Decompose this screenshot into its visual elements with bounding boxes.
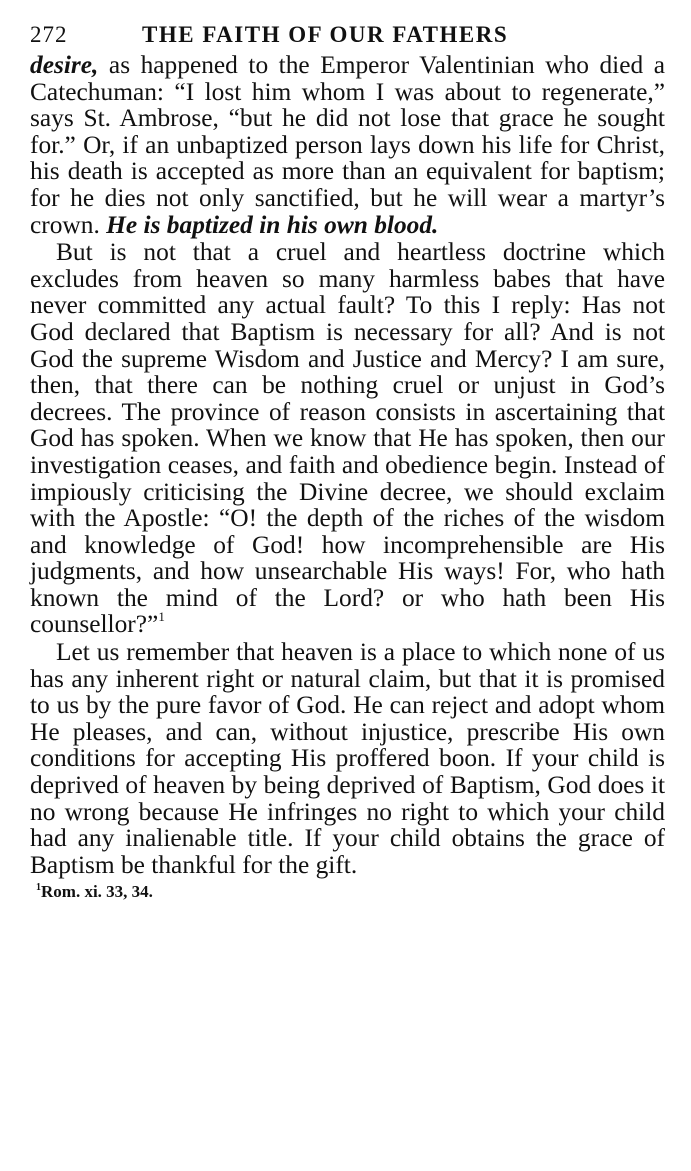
paragraph-3 bbox=[30, 639, 665, 878]
text-segment: as happened to the Emperor Valentinian who died a Catechuman: “I lost him whom I was about to regenerate,” says St. Ambrose, “but he did not lose that grace he sought for.” Or, if an unbaptized person lays down his life for Christ, his death is accepted as more than an equivalent for baptism; for he dies not only sanctified, but he will wear a martyr’s crown. bbox=[30, 51, 665, 239]
paragraph-1 bbox=[30, 52, 665, 238]
text-segment: He is baptized in his own blood. bbox=[106, 210, 439, 239]
footnote-text: Rom. xi. 33, 34. bbox=[41, 882, 153, 902]
footnote-marker: 1 bbox=[36, 882, 41, 894]
paragraph-2 bbox=[30, 239, 665, 638]
page-header bbox=[30, 20, 665, 50]
body-text bbox=[30, 52, 665, 878]
text-segment: desire, bbox=[30, 51, 99, 79]
footnote-reference: 1 bbox=[158, 609, 165, 625]
text-segment: Let us remember that heaven is a place to which none of us has any inherent right or natural claim, but that it is promised to us by the pure favor of God. He can reject and adopt whom He pleases, and can, without injustice, prescribe His own conditions for accepting His proffered boon. If your child is deprived of heaven by being deprived of Baptism, God does it no wrong because He infringes no right to which your child had any inalienable title. If your child obtains the grace of Baptism be thankful for the gift. bbox=[30, 638, 665, 879]
footnote bbox=[30, 881, 665, 903]
page-number: 272 bbox=[30, 22, 68, 47]
text-segment: But is not that a cruel and heartless doctrine which excludes from heaven so many harmless babes that have never committed any actual fault? To this I reply: Has not God declared that Baptism is necessary for all? And is not God the supreme Wisdom and Justice and Mercy? I am sure, then, that there can be nothing cruel or unjust in God’s decrees. The province of reason consists in ascertaining that God has spoken. When we know that He has spoken, then our investigation ceases, and faith and obedience begin. Instead of impiously criticising the Divine decree, we should exclaim with the Apostle: “O! the depth of the riches of the wisdom and knowledge of God! how incomprehensible are His judgments, and how unsearchable His ways! For, who hath known the mind of the Lord? or who hath been His counsellor?” bbox=[30, 238, 665, 639]
running-head: THE FAITH OF OUR FATHERS bbox=[142, 22, 509, 47]
